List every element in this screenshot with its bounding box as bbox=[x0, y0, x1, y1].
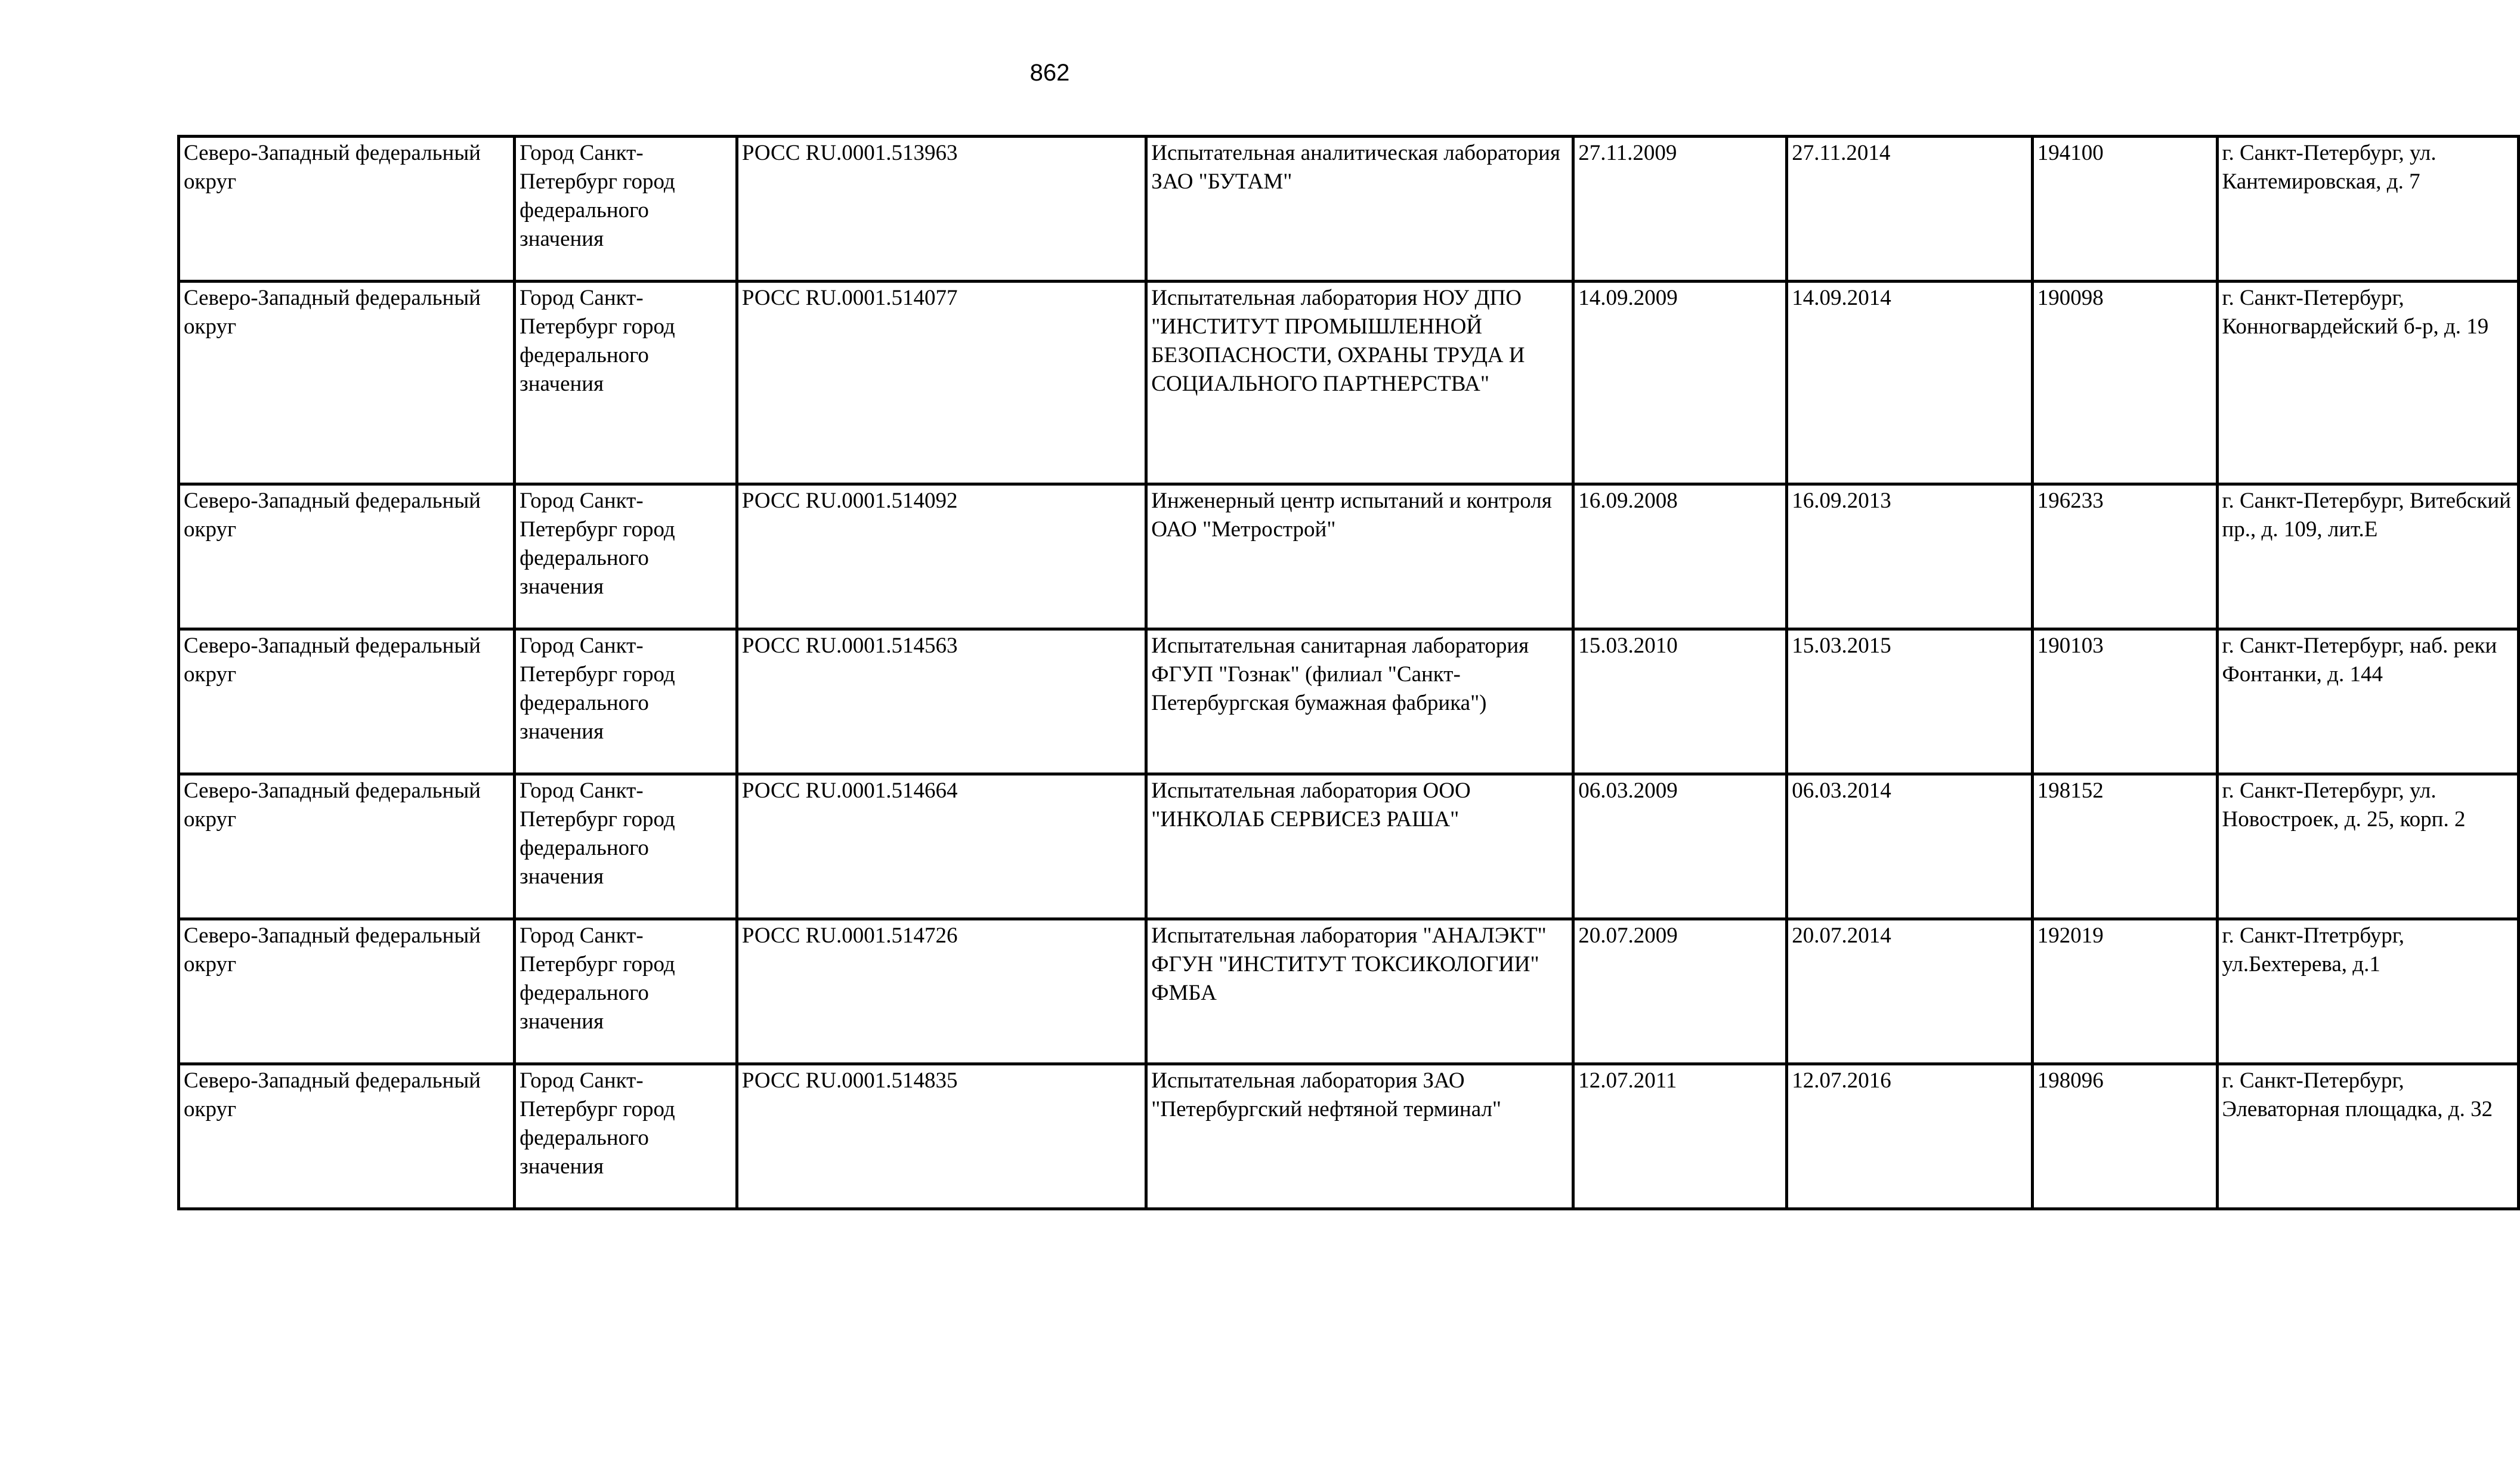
organization-cell: Испытательная аналитическая лаборатория ЗАО "БУТАМ" bbox=[1146, 137, 1573, 282]
region-cell: Город Санкт-Петербург город федерального значения bbox=[515, 282, 737, 484]
organization-cell: Испытательная лаборатория ООО "ИНКОЛАБ СЕРВИСЕЗ РАША" bbox=[1146, 774, 1573, 919]
date-to-cell: 15.03.2015 bbox=[1787, 629, 2033, 774]
table-row bbox=[179, 484, 2519, 629]
organization-cell: Испытательная лаборатория ЗАО "Петербургский нефтяной терминал" bbox=[1146, 1064, 1573, 1209]
registry-table bbox=[177, 135, 2520, 1210]
page-number: 862 bbox=[1029, 60, 1070, 86]
postal-code-cell: 190098 bbox=[2032, 282, 2217, 484]
organization-cell: Инженерный центр испытаний и контроля ОАО "Метрострой" bbox=[1146, 484, 1573, 629]
district-cell: Северо-Западный федеральный округ bbox=[179, 774, 515, 919]
address-cell: г. Санкт-Птетрбург, ул.Бехтерева, д.1 bbox=[2217, 919, 2519, 1064]
table-row bbox=[179, 282, 2519, 484]
date-to-cell: 20.07.2014 bbox=[1787, 919, 2033, 1064]
address-cell: г. Санкт-Петербург, наб. реки Фонтанки, д. 144 bbox=[2217, 629, 2519, 774]
organization-cell: Испытательная лаборатория НОУ ДПО "ИНСТИТУТ ПРОМЫШЛЕННОЙ БЕЗОПАСНОСТИ, ОХРАНЫ ТРУДА И СОЦИАЛЬНОГО ПАРТНЕРСТВА" bbox=[1146, 282, 1573, 484]
district-cell: Северо-Западный федеральный округ bbox=[179, 1064, 515, 1209]
date-from-cell: 27.11.2009 bbox=[1573, 137, 1787, 282]
date-to-cell: 14.09.2014 bbox=[1787, 282, 2033, 484]
region-cell: Город Санкт-Петербург город федерального значения bbox=[515, 919, 737, 1064]
date-from-cell: 12.07.2011 bbox=[1573, 1064, 1787, 1209]
region-cell: Город Санкт-Петербург город федерального значения bbox=[515, 137, 737, 282]
date-to-cell: 06.03.2014 bbox=[1787, 774, 2033, 919]
date-to-cell: 27.11.2014 bbox=[1787, 137, 2033, 282]
district-cell: Северо-Западный федеральный округ bbox=[179, 484, 515, 629]
cert-number-cell: РОСС RU.0001.514092 bbox=[737, 484, 1146, 629]
organization-cell: Испытательная лаборатория "АНАЛЭКТ" ФГУН "ИНСТИТУТ ТОКСИКОЛОГИИ" ФМБА bbox=[1146, 919, 1573, 1064]
date-from-cell: 15.03.2010 bbox=[1573, 629, 1787, 774]
date-to-cell: 12.07.2016 bbox=[1787, 1064, 2033, 1209]
cert-number-cell: РОСС RU.0001.513963 bbox=[737, 137, 1146, 282]
postal-code-cell: 192019 bbox=[2032, 919, 2217, 1064]
address-cell: г. Санкт-Петербург, ул. Кантемировская, д. 7 bbox=[2217, 137, 2519, 282]
postal-code-cell: 194100 bbox=[2032, 137, 2217, 282]
district-cell: Северо-Западный федеральный округ bbox=[179, 137, 515, 282]
date-from-cell: 06.03.2009 bbox=[1573, 774, 1787, 919]
district-cell: Северо-Западный федеральный округ bbox=[179, 919, 515, 1064]
district-cell: Северо-Западный федеральный округ bbox=[179, 629, 515, 774]
region-cell: Город Санкт-Петербург город федерального значения bbox=[515, 1064, 737, 1209]
table-row bbox=[179, 137, 2519, 282]
cert-number-cell: РОСС RU.0001.514664 bbox=[737, 774, 1146, 919]
address-cell: г. Санкт-Петербург, Конногвардейский б-р, д. 19 bbox=[2217, 282, 2519, 484]
date-from-cell: 16.09.2008 bbox=[1573, 484, 1787, 629]
date-from-cell: 14.09.2009 bbox=[1573, 282, 1787, 484]
organization-cell: Испытательная санитарная лаборатория ФГУП "Гознак" (филиал "Санкт-Петербургская бумажная фабрика") bbox=[1146, 629, 1573, 774]
district-cell: Северо-Западный федеральный округ bbox=[179, 282, 515, 484]
table-row bbox=[179, 774, 2519, 919]
postal-code-cell: 198096 bbox=[2032, 1064, 2217, 1209]
table-row bbox=[179, 629, 2519, 774]
postal-code-cell: 198152 bbox=[2032, 774, 2217, 919]
cert-number-cell: РОСС RU.0001.514563 bbox=[737, 629, 1146, 774]
table-row bbox=[179, 919, 2519, 1064]
region-cell: Город Санкт-Петербург город федерального значения bbox=[515, 484, 737, 629]
cert-number-cell: РОСС RU.0001.514835 bbox=[737, 1064, 1146, 1209]
region-cell: Город Санкт-Петербург город федерального значения bbox=[515, 774, 737, 919]
postal-code-cell: 190103 bbox=[2032, 629, 2217, 774]
date-to-cell: 16.09.2013 bbox=[1787, 484, 2033, 629]
postal-code-cell: 196233 bbox=[2032, 484, 2217, 629]
address-cell: г. Санкт-Петербург, Витебский пр., д. 109, лит.Е bbox=[2217, 484, 2519, 629]
address-cell: г. Санкт-Петербург, ул. Новостроек, д. 25, корп. 2 bbox=[2217, 774, 2519, 919]
date-from-cell: 20.07.2009 bbox=[1573, 919, 1787, 1064]
cert-number-cell: РОСС RU.0001.514726 bbox=[737, 919, 1146, 1064]
table-row bbox=[179, 1064, 2519, 1209]
address-cell: г. Санкт-Петербург, Элеваторная площадка, д. 32 bbox=[2217, 1064, 2519, 1209]
region-cell: Город Санкт-Петербург город федерального значения bbox=[515, 629, 737, 774]
cert-number-cell: РОСС RU.0001.514077 bbox=[737, 282, 1146, 484]
